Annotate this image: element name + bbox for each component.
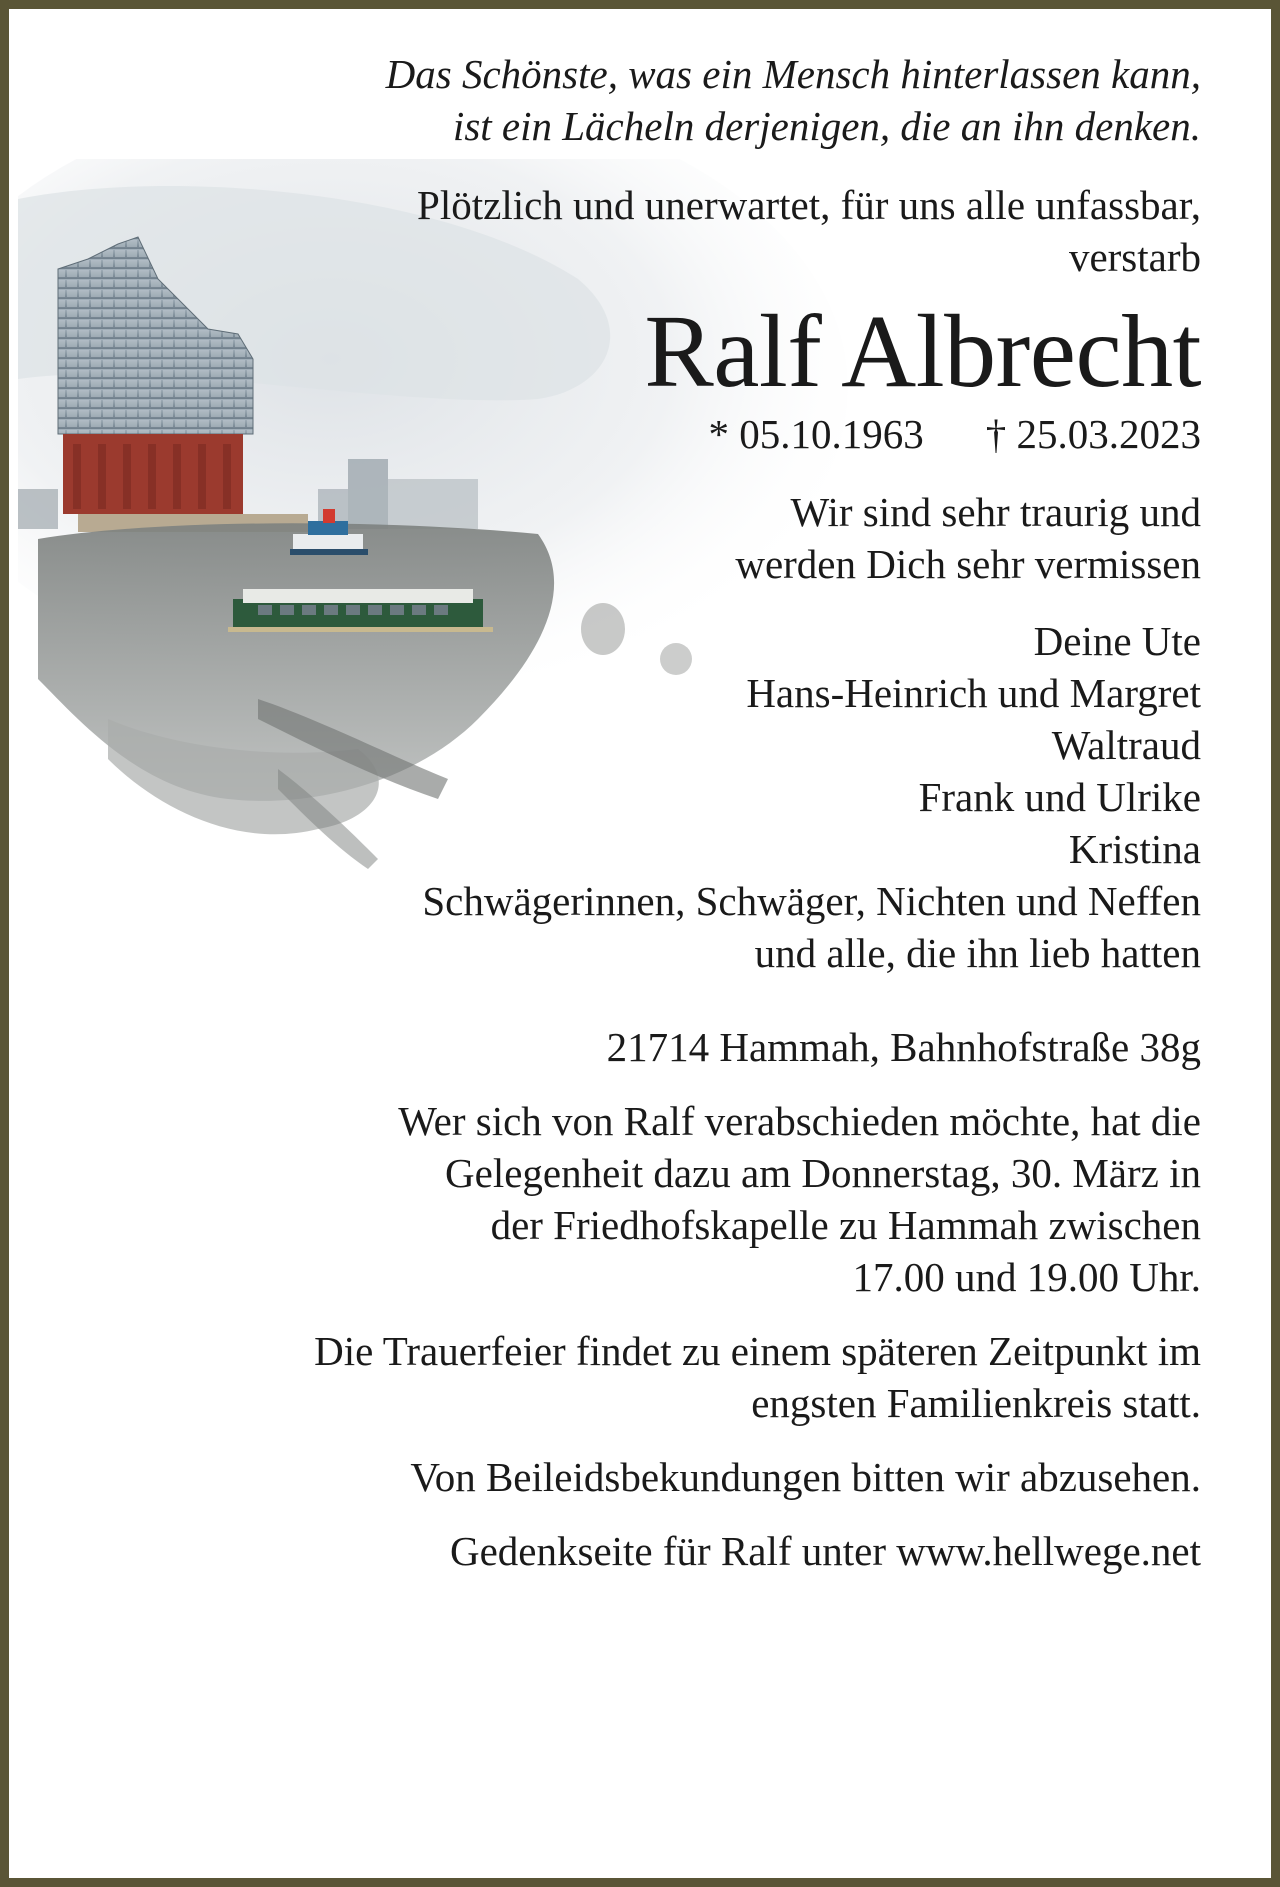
family-member: Waltraud bbox=[1051, 722, 1201, 768]
intro-line-2: verstarb bbox=[1068, 234, 1201, 280]
distant-building bbox=[388, 479, 478, 529]
family-member: Deine Ute bbox=[1033, 618, 1201, 664]
family-member: und alle, die ihn lieb hatten bbox=[754, 930, 1201, 976]
paint-blot bbox=[581, 603, 625, 655]
family-member: Frank und Ulrike bbox=[918, 774, 1201, 820]
family-member: Schwägerinnen, Schwäger, Nichten und Neffen bbox=[422, 878, 1201, 924]
ceremony-line: engsten Familienkreis statt. bbox=[751, 1380, 1201, 1426]
condolences-note: Von Beileidsbekundungen bitten wir abzusehen. bbox=[410, 1454, 1201, 1500]
deceased-name: Ralf Albrecht bbox=[644, 294, 1201, 409]
death-date: † 25.03.2023 bbox=[985, 411, 1201, 457]
quote-line-2: ist ein Lächeln derjenigen, die an ihn denken. bbox=[452, 103, 1201, 149]
address: 21714 Hammah, Bahnhofstraße 38g bbox=[606, 1024, 1201, 1070]
farewell-line: 17.00 und 19.00 Uhr. bbox=[852, 1254, 1201, 1300]
ceremony-line: Die Trauerfeier findet zu einem späteren Zeitpunkt im bbox=[314, 1328, 1201, 1374]
ferry-lower bbox=[228, 589, 493, 632]
family-member: Hans-Heinrich und Margret bbox=[746, 670, 1201, 716]
farewell-line: Wer sich von Ralf verabschieden möchte, hat die bbox=[398, 1098, 1201, 1144]
memorial-page: Gedenkseite für Ralf unter www.hellwege.net bbox=[449, 1528, 1201, 1574]
intro-line-1: Plötzlich und unerwartet, für uns alle unfassbar, bbox=[417, 182, 1201, 228]
distant-building bbox=[348, 459, 388, 529]
birth-date: * 05.10.1963 bbox=[708, 411, 924, 457]
family-member: Kristina bbox=[1068, 826, 1201, 872]
farewell-line: der Friedhofskapelle zu Hammah zwischen bbox=[490, 1202, 1201, 1248]
quote-line-1: Das Schönste, was ein Mensch hinterlassen kann, bbox=[385, 51, 1201, 97]
life-dates bbox=[709, 403, 1202, 465]
mourning-line-1: Wir sind sehr traurig und bbox=[790, 489, 1201, 535]
distant-building bbox=[18, 489, 58, 529]
paint-blot bbox=[660, 643, 692, 675]
mourning-line-2: werden Dich sehr vermissen bbox=[735, 541, 1201, 587]
farewell-line: Gelegenheit dazu am Donnerstag, 30. März in bbox=[445, 1150, 1201, 1196]
